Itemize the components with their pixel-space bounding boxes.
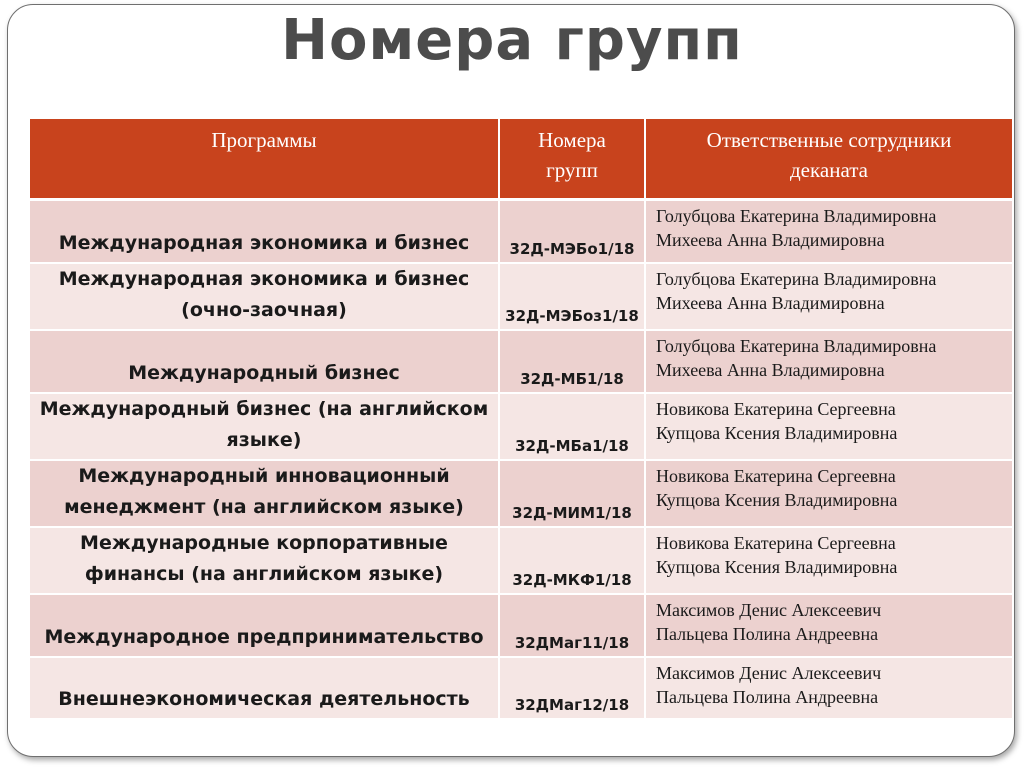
table-row (30, 199, 1012, 263)
header-programs (30, 119, 499, 199)
program-cell (30, 460, 499, 527)
header-responsible-staff (645, 119, 1012, 199)
staff-cell (645, 594, 1012, 657)
table-row (30, 263, 1012, 330)
staff-name: Купцова Ксения Владимировна (656, 557, 898, 577)
staff-name: Новикова Екатерина Сергеевна (656, 533, 896, 553)
header-staff-line1: Ответственные сотрудники (706, 128, 952, 152)
table-row (30, 393, 1012, 460)
program-line2: Внешнеэкономическая деятельность (58, 688, 470, 710)
group-number-cell: 32Д-МИМ1/18 (499, 460, 645, 527)
program-cell (30, 330, 499, 393)
group-number-cell: 32Д-МЭБоз1/18 (499, 263, 645, 330)
staff-name: Михеева Анна Владимировна (656, 229, 885, 250)
header-programs-label: Программы (211, 128, 317, 152)
table-row (30, 594, 1012, 657)
program-line2: Международное предпринимательство (44, 626, 484, 648)
program-line2: (очно-заочная) (181, 299, 347, 321)
slide-title: Номера групп (281, 8, 743, 73)
program-line2: финансы (на английском языке) (84, 563, 444, 585)
group-number-cell: 32Д-МКФ1/18 (499, 527, 645, 594)
table-row (30, 657, 1012, 718)
staff-cell (645, 199, 1012, 263)
program-line2: Международный бизнес (128, 362, 400, 384)
staff-name: Купцова Ксения Владимировна (656, 490, 898, 510)
program-cell (30, 657, 499, 718)
program-cell (30, 263, 499, 330)
group-number-cell: 32ДМаг11/18 (499, 594, 645, 657)
program-line1: Международный инновационный (78, 465, 450, 487)
group-number-cell: 32Д-МЭБо1/18 (499, 199, 645, 263)
table-row (30, 330, 1012, 393)
program-line1: Международный бизнес (на английском (39, 398, 489, 420)
header-staff-line2: деканата (790, 158, 868, 182)
program-cell (30, 527, 499, 594)
header-group-line2: групп (546, 158, 598, 182)
staff-cell (645, 330, 1012, 393)
table-row (30, 460, 1012, 527)
staff-name: Новикова Екатерина Сергеевна (656, 466, 896, 486)
table-header-row (30, 119, 1012, 199)
program-line2: языке) (226, 429, 302, 451)
staff-name: Михеева Анна Владимировна (656, 293, 885, 313)
staff-name: Пальцева Полина Андреевна (656, 624, 879, 644)
staff-cell (645, 393, 1012, 460)
staff-name: Максимов Денис Алексеевич (656, 600, 882, 620)
program-line1: Международные корпоративные (80, 532, 448, 554)
program-cell (30, 594, 499, 657)
staff-cell (645, 263, 1012, 330)
staff-name: Пальцева Полина Андреевна (656, 687, 879, 707)
staff-cell (645, 527, 1012, 594)
program-line2: менеджмент (на английском языке) (64, 496, 464, 518)
staff-name: Голубцова Екатерина Владимировна (656, 269, 937, 289)
staff-name: Голубцова Екатерина Владимировна (656, 336, 937, 356)
header-group-numbers (499, 119, 645, 199)
staff-name: Максимов Денис Алексеевич (656, 663, 882, 683)
staff-name: Голубцова Екатерина Владимировна (656, 205, 937, 226)
staff-name: Купцова Ксения Владимировна (656, 423, 898, 443)
table-row (30, 527, 1012, 594)
header-group-line1: Номера (538, 128, 606, 152)
staff-name: Новикова Екатерина Сергеевна (656, 399, 896, 419)
program-cell (30, 393, 499, 460)
staff-cell (645, 460, 1012, 527)
staff-name: Михеева Анна Владимировна (656, 360, 885, 380)
group-number-cell: 32Д-МБ1/18 (499, 330, 645, 393)
group-number-cell: 32Д-МБа1/18 (499, 393, 645, 460)
program-line1: Международная экономика и бизнес (58, 268, 470, 290)
staff-cell (645, 657, 1012, 718)
group-number-cell: 32ДМаг12/18 (499, 657, 645, 718)
program-cell (30, 199, 499, 263)
program-line2: Международная экономика и бизнес (58, 232, 470, 254)
groups-table (30, 119, 1012, 718)
